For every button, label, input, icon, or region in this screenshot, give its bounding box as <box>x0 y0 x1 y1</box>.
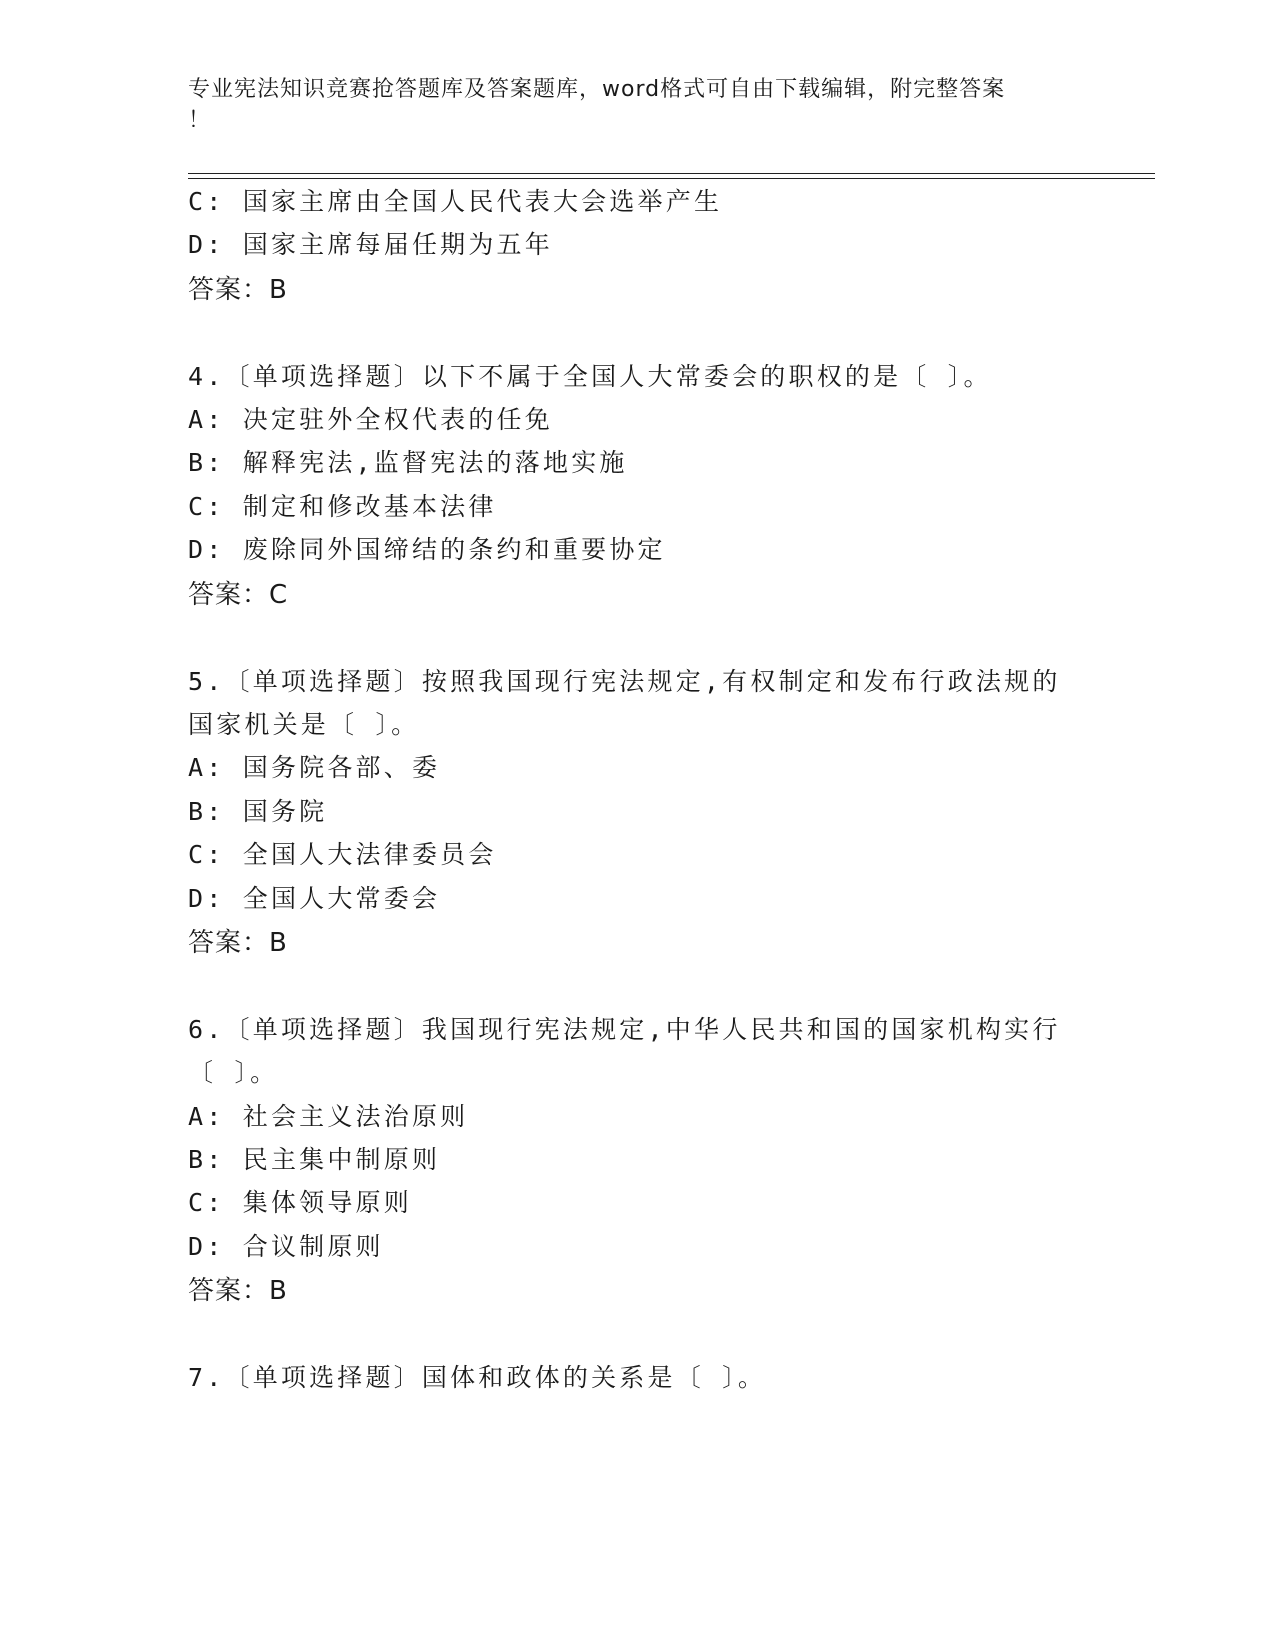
q6-question-line2: 〔 〕。 <box>188 1058 279 1087</box>
q5-option-c: C: 全国人大法律委员会 <box>188 840 497 869</box>
q4-option-c: C: 制定和修改基本法律 <box>188 492 497 521</box>
q4-option-b: B: 解释宪法,监督宪法的落地实施 <box>188 448 628 477</box>
q5-answer: 答案：B <box>188 928 288 958</box>
q7-question: 7.〔单项选择题〕国体和政体的关系是〔 〕。 <box>188 1363 767 1392</box>
q4-answer: 答案：C <box>188 580 289 610</box>
document-header <box>188 74 1068 136</box>
q5-option-a: A: 国务院各部、委 <box>188 753 441 782</box>
q6-option-d: D: 合议制原则 <box>188 1232 384 1261</box>
q5-question-line1: 5.〔单项选择题〕按照我国现行宪法规定,有权制定和发布行政法规的 <box>188 667 1061 696</box>
q5-option-d: D: 全国人大常委会 <box>188 884 441 913</box>
header-rule-bottom <box>188 178 1155 179</box>
header-title-line2: ！ <box>188 108 212 133</box>
q5-option-b: B: 国务院 <box>188 797 328 826</box>
q3-answer: 答案：B <box>188 275 288 305</box>
q6-option-b: B: 民主集中制原则 <box>188 1145 441 1174</box>
header-title-line1: 专业宪法知识竞赛抢答题库及答案题库，word格式可自由下载编辑，附完整答案 <box>188 77 1006 102</box>
header-rule-top <box>188 173 1155 174</box>
q6-option-a: A: 社会主义法治原则 <box>188 1102 469 1131</box>
q3-option-c: C: 国家主席由全国人民代表大会选举产生 <box>188 187 723 216</box>
q4-option-d: D: 废除同外国缔结的条约和重要协定 <box>188 535 666 564</box>
q6-answer: 答案：B <box>188 1276 288 1306</box>
q4-question: 4.〔单项选择题〕以下不属于全国人大常委会的职权的是〔 〕。 <box>188 362 992 391</box>
q5-question-line2: 国家机关是〔 〕。 <box>188 710 420 739</box>
q6-option-c: C: 集体领导原则 <box>188 1188 412 1217</box>
q3-option-d: D: 国家主席每届任期为五年 <box>188 230 553 259</box>
q4-option-a: A: 决定驻外全权代表的任免 <box>188 405 553 434</box>
q6-question-line1: 6.〔单项选择题〕我国现行宪法规定,中华人民共和国的国家机构实行 <box>188 1015 1061 1044</box>
